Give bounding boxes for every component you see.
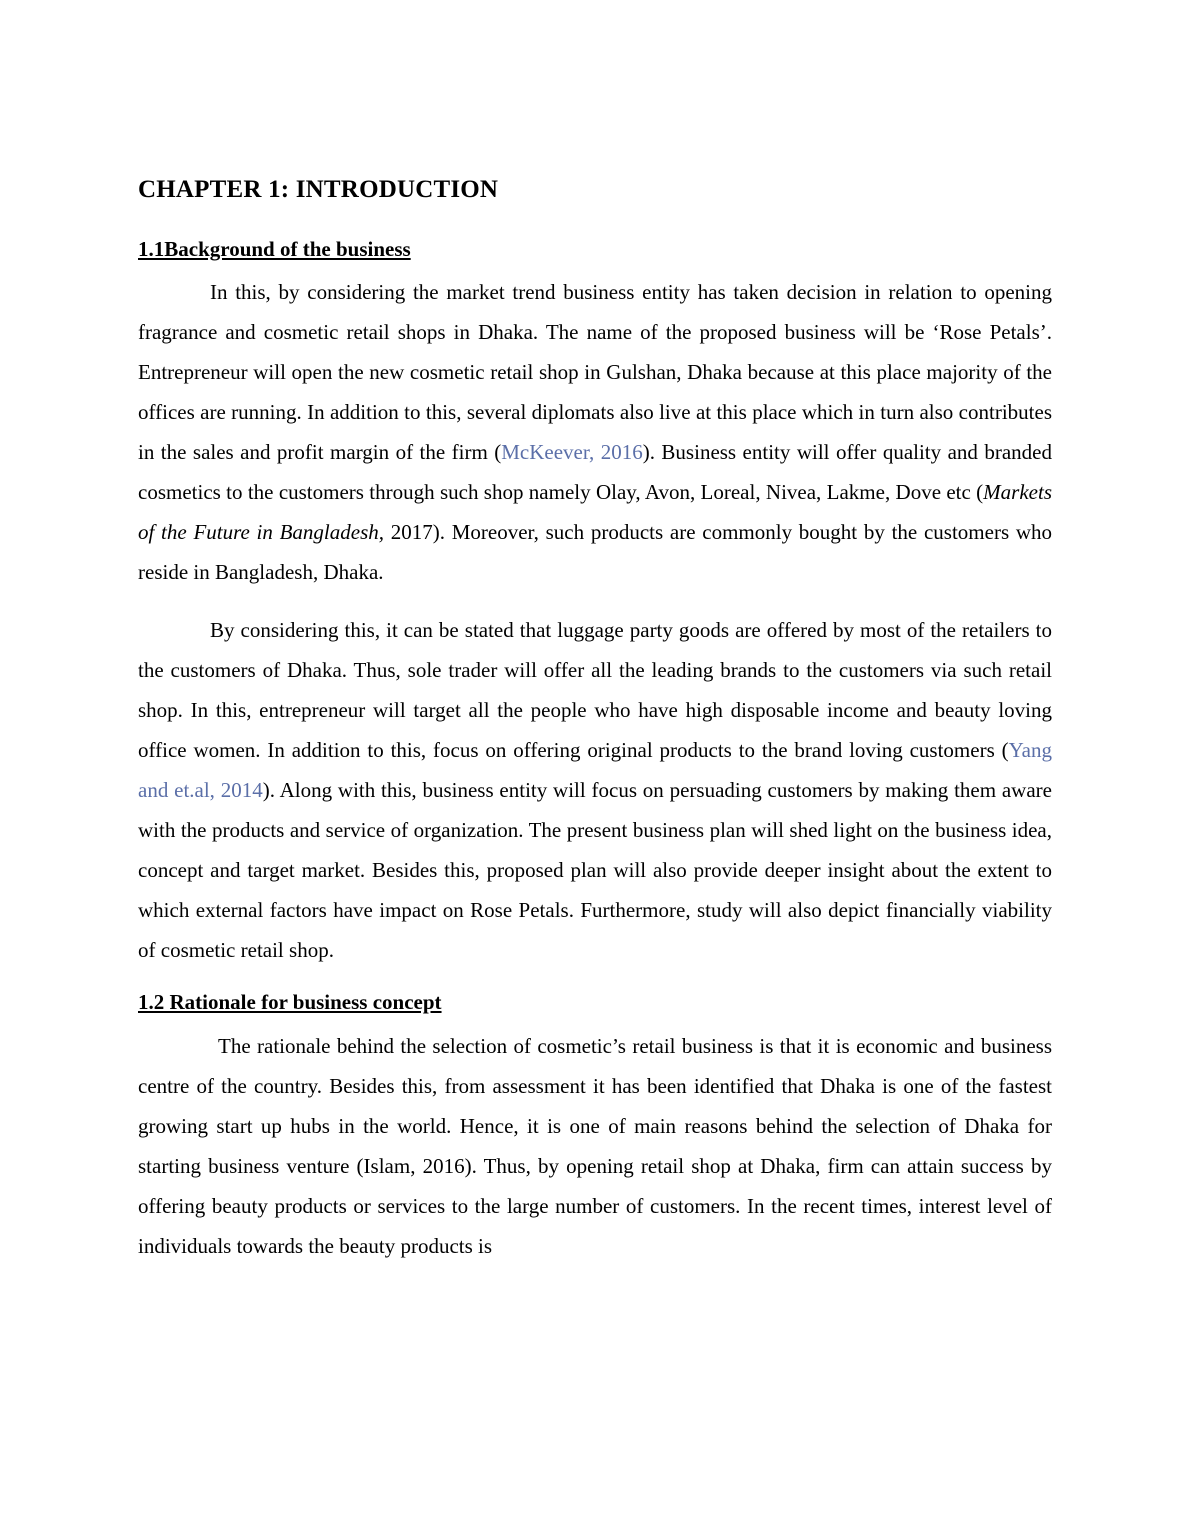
paragraph-1	[138, 272, 1052, 592]
section-heading-1-2: 1.2 Rationale for business concept	[138, 990, 442, 1015]
inline-text: In this, by considering the market trend business entity has taken decision in relation to opening fragrance and cosmetic retail shops in Dhaka. The name of the proposed business will be ‘Rose Petals’. Entrepreneur will open the new cosmetic retail shop in Gulshan, Dhaka because at this place majority of the offices are running. In addition to this, several diplomats also live at this place which in turn also contributes in the sales and profit margin of the firm (	[138, 280, 1052, 465]
inline-text: ). Business entity will offer quality and branded cosmetics to the customers through such shop namely Olay, Avon, Loreal, Nivea, Lakme, Dove etc (	[138, 440, 1053, 505]
inline-citation: Yang and et.al, 2014	[138, 738, 1052, 803]
chapter-title: CHAPTER 1: INTRODUCTION	[138, 176, 499, 203]
section-heading-1-1: 1.1Background of the business	[138, 237, 411, 261]
inline-text: ). Along with this, business entity will focus on persuading customers by making them aware with the products and service of organization. The present business plan will shed light on the business idea, concept and target market. Besides this, proposed plan will also provide deeper insight about the extent to which external factors have impact on Rose Petals. Furthermore, study will also depict financially viability of cosmetic retail shop.	[138, 778, 1052, 963]
paragraph-3	[138, 1026, 1052, 1266]
inline-citation: McKeever, 2016	[501, 440, 643, 465]
inline-text: By considering this, it can be stated that luggage party goods are offered by most of the retailers to the customers of Dhaka. Thus, sole trader will offer all the leading brands to the customers via such retail shop. In this, entrepreneur will target all the people who have high disposable income and beauty loving office women. In addition to this, focus on offering original products to the brand loving customers (	[138, 618, 1052, 763]
inline-text: The rationale behind the selection of cosmetic’s retail business is that it is economic and business centre of the country. Besides this, from assessment it has been identified that Dhaka is one of the fastest growing start up hubs in the world. Hence, it is one of main reasons behind the selection of Dhaka for starting business venture (Islam, 2016). Thus, by opening retail shop at Dhaka, firm can attain success by offering beauty products or services to the large number of customers. In the recent times, interest level of individuals towards the beauty products is	[138, 1033, 1052, 1258]
inline-text: 2017). Moreover, such products are commonly bought by the customers who reside in Bangladesh, Dhaka.	[138, 520, 1053, 585]
paragraph-2	[138, 610, 1052, 970]
inline-italic-title: Markets of the Future in Bangladesh,	[138, 480, 1052, 545]
